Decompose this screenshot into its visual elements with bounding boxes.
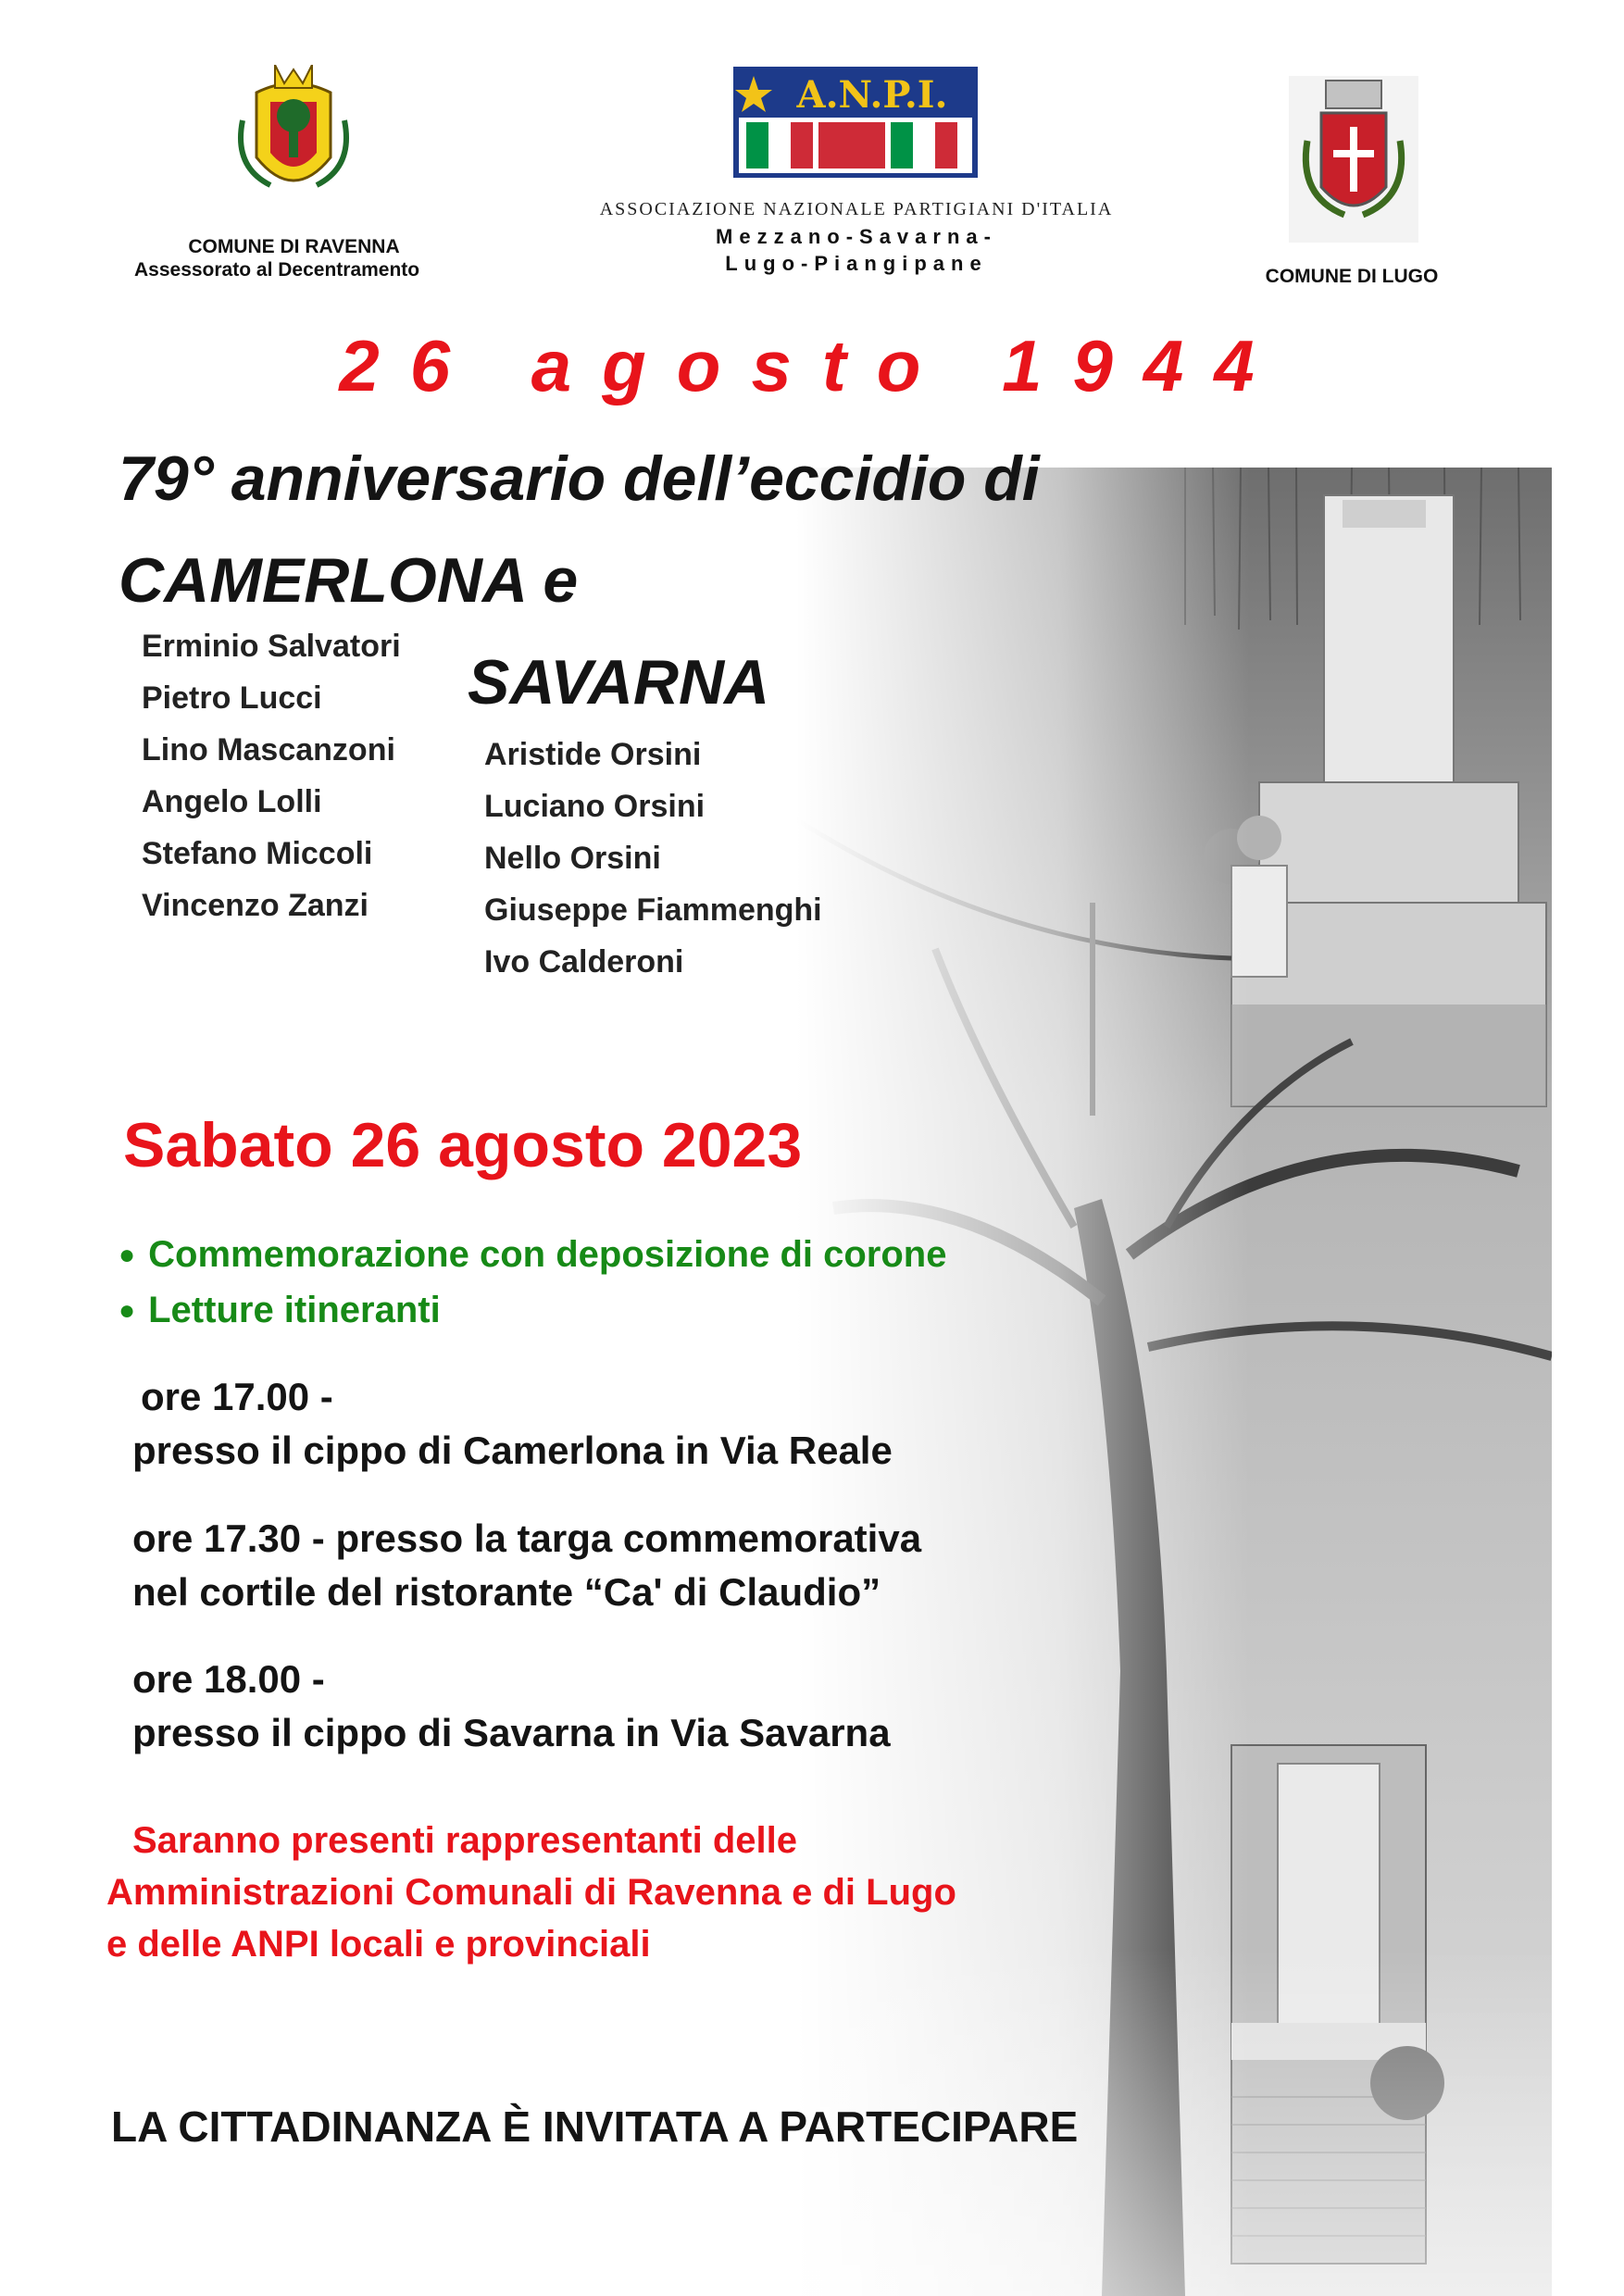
victim-name: Lino Mascanzoni: [142, 732, 395, 767]
victim-name: Nello Orsini: [484, 841, 661, 876]
ravenna-crest-icon: [233, 65, 354, 204]
bullet-icon: ●: [119, 1240, 136, 1270]
victims-camerlona-list: [142, 620, 401, 931]
savarna-title: SAVARNA: [468, 647, 770, 718]
invitation-text: LA CITTADINANZA È INVITATA A PARTECIPARE: [111, 2103, 1079, 2151]
schedule-location-1: presso il cippo di Camerlona in Via Reale: [132, 1429, 893, 1472]
lugo-crest-icon: [1289, 76, 1418, 243]
list-item: [119, 1227, 946, 1282]
schedule-time-1: ore 17.00 -: [141, 1375, 333, 1418]
victim-name: Aristide Orsini: [484, 737, 702, 772]
representatives-line: Amministrazioni Comunali di Ravenna e di Lugo: [106, 1872, 956, 1913]
victim-name: Luciano Orsini: [484, 789, 706, 824]
victims-savarna-list: [484, 729, 822, 988]
event-date: Sabato 26 agosto 2023: [123, 1110, 803, 1180]
memorial-photo: [796, 468, 1552, 2296]
schedule-time-2: ore 17.30 - presso la targa commemorativa: [132, 1516, 922, 1560]
anpi-sections-line1: Mezzano-Savarna-: [716, 225, 997, 248]
activity-text: Commemorazione con deposizione di corone: [148, 1234, 947, 1275]
schedule-time-3: ore 18.00 -: [132, 1657, 325, 1701]
representatives-line: e delle ANPI locali e provinciali: [106, 1924, 651, 1965]
victim-name: Angelo Lolli: [142, 784, 322, 819]
svg-text:A.N.P.I.: A.N.P.I.: [796, 73, 948, 117]
camerlona-title: CAMERLONA e: [119, 545, 579, 616]
historic-date: 26 agosto 1944: [339, 325, 1285, 406]
victim-name: Stefano Miccoli: [142, 836, 373, 871]
victim-name: Pietro Lucci: [142, 680, 322, 716]
list-item: [119, 1282, 946, 1338]
representatives-line: Saranno presenti rappresentanti delle: [132, 1820, 797, 1861]
victim-name: Ivo Calderoni: [484, 944, 684, 980]
schedule-location-3: presso il cippo di Savarna in Via Savarna: [132, 1711, 891, 1754]
schedule-location-2: nel cortile del ristorante “Ca' di Claudio”: [132, 1570, 881, 1614]
victim-name: Erminio Salvatori: [142, 629, 401, 664]
anpi-logo: [733, 67, 978, 178]
lugo-title: COMUNE DI LUGO: [1265, 266, 1439, 287]
anpi-org-name: ASSOCIAZIONE NAZIONALE PARTIGIANI D'ITALIA: [599, 199, 1114, 219]
anniversary-title: 79° anniversario dell’eccidio di: [119, 443, 1040, 514]
victim-name: Vincenzo Zanzi: [142, 888, 369, 923]
anpi-sections-line2: Lugo-Piangipane: [725, 252, 988, 275]
activities-list: [119, 1227, 946, 1338]
victim-name: Giuseppe Fiammenghi: [484, 892, 822, 928]
ravenna-subtitle: Assessorato al Decentramento: [134, 259, 420, 281]
activity-text: Letture itineranti: [148, 1290, 441, 1330]
bullet-icon: ●: [119, 1295, 136, 1326]
ravenna-title: COMUNE DI RAVENNA: [188, 236, 400, 257]
